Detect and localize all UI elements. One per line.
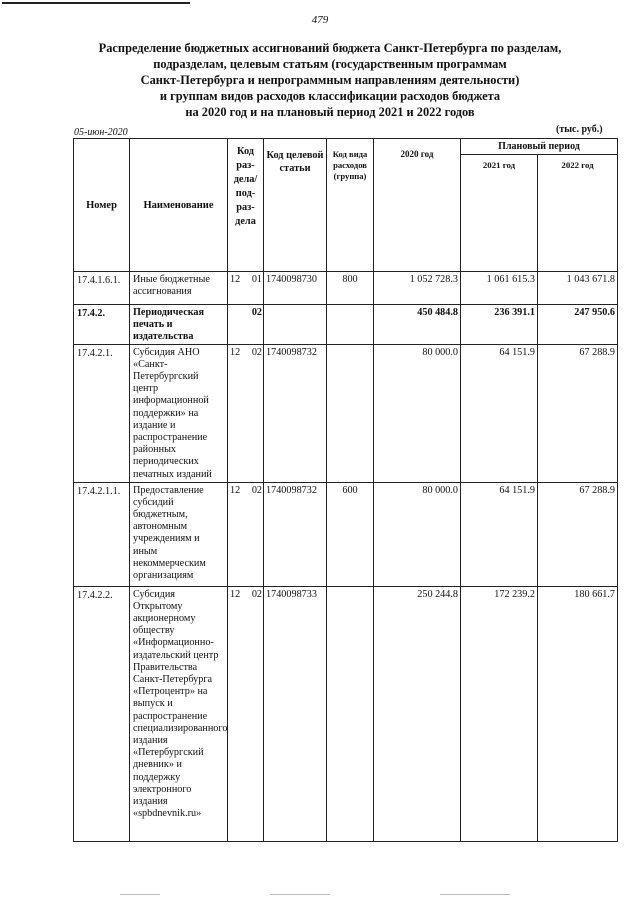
top-rule — [2, 2, 190, 4]
row-podrazdel: 02 — [245, 482, 264, 586]
row-name: Иные бюджетные ассигнования — [130, 272, 228, 305]
row-2021: 64 151.9 — [461, 482, 538, 586]
document-date: 05-июн-2020 — [74, 127, 128, 138]
row-number: 17.4.2.2. — [74, 586, 130, 841]
row-2021: 236 391.1 — [461, 305, 538, 345]
table-row — [74, 344, 618, 482]
row-2022: 67 288.9 — [538, 482, 618, 586]
row-razdel: 12 — [228, 586, 245, 841]
row-podrazdel: 02 — [245, 586, 264, 841]
row-2020: 450 484.8 — [374, 305, 461, 345]
scan-artifact — [440, 894, 510, 895]
table-row — [74, 272, 618, 305]
row-name: Предоставление субсидий бюджетным, автономным учреждениям и иным некоммерческим организациям — [130, 482, 228, 586]
title-line: на 2020 год и на плановый период 2021 и 2022 годов — [185, 105, 475, 119]
row-number: 17.4.2.1. — [74, 344, 130, 482]
row-expense-type — [327, 344, 374, 482]
row-2020: 1 052 728.3 — [374, 272, 461, 305]
header-name: Наименование — [130, 139, 228, 272]
row-name: Периодическая печать и издательства — [130, 305, 228, 345]
header-number: Номер — [74, 139, 130, 272]
title-line: Распределение бюджетных ассигнований бюджета Санкт-Петербурга по разделам, — [98, 41, 562, 55]
row-podrazdel: 02 — [245, 344, 264, 482]
row-podrazdel: 02 — [245, 305, 264, 345]
title-line: подразделам, целевым статьям (государственным программам — [153, 57, 507, 71]
row-2022: 247 950.6 — [538, 305, 618, 345]
scan-artifact — [270, 894, 330, 895]
row-expense-type — [327, 305, 374, 345]
row-target-article: 1740098732 — [264, 344, 327, 482]
budget-table — [73, 138, 618, 842]
row-2022: 180 661.7 — [538, 586, 618, 841]
row-razdel — [228, 305, 245, 345]
row-number: 17.4.2.1.1. — [74, 482, 130, 586]
row-2022: 1 043 671.8 — [538, 272, 618, 305]
row-expense-type: 800 — [327, 272, 374, 305]
header-plan-period: Плановый период — [461, 139, 618, 155]
units-label: (тыс. руб.) — [556, 124, 603, 135]
table-row — [74, 586, 618, 841]
row-2020: 80 000.0 — [374, 482, 461, 586]
row-razdel: 12 — [228, 482, 245, 586]
row-number: 17.4.1.6.1. — [74, 272, 130, 305]
row-2020: 80 000.0 — [374, 344, 461, 482]
scan-artifact — [120, 894, 160, 895]
row-expense-type — [327, 586, 374, 841]
row-2021: 64 151.9 — [461, 344, 538, 482]
header-row — [74, 139, 618, 155]
header-expense-type: Код вида расходов (группа) — [327, 139, 374, 272]
row-2022: 67 288.9 — [538, 344, 618, 482]
header-2022: 2022 год — [538, 155, 618, 272]
header-razdel: Код раз- дела/ под- раз- дела — [228, 139, 264, 272]
header-2021: 2021 год — [461, 155, 538, 272]
header-target-article: Код целевой статьи — [264, 139, 327, 272]
title-line: и группам видов расходов классификации расходов бюджета — [159, 89, 501, 103]
page-number: 479 — [311, 14, 329, 26]
document-title — [70, 40, 590, 120]
row-razdel: 12 — [228, 344, 245, 482]
table-row — [74, 305, 618, 345]
row-2020: 250 244.8 — [374, 586, 461, 841]
row-target-article — [264, 305, 327, 345]
row-name: Субсидия АНО «Санкт-Петербургский центр информационной поддержки» на издание и распространение районных периодических печатных изданий — [130, 344, 228, 482]
row-target-article: 1740098733 — [264, 586, 327, 841]
row-target-article: 1740098730 — [264, 272, 327, 305]
row-name: Субсидия Открытому акционерному обществу «Информационно-издательский центр Правительства Санкт-Петербурга «Петроцентр» на выпуск и распространение специализированного издания «Петербургский дневник» и поддержку электронного издания «spbdnevnik.ru» — [130, 586, 228, 841]
row-podrazdel: 01 — [245, 272, 264, 305]
row-2021: 172 239.2 — [461, 586, 538, 841]
table-row — [74, 482, 618, 586]
row-razdel: 12 — [228, 272, 245, 305]
title-line: Санкт-Петербурга и непрограммным направлениям деятельности) — [140, 73, 520, 87]
row-number: 17.4.2. — [74, 305, 130, 345]
row-target-article: 1740098732 — [264, 482, 327, 586]
header-2020: 2020 год — [374, 139, 461, 272]
row-2021: 1 061 615.3 — [461, 272, 538, 305]
row-expense-type: 600 — [327, 482, 374, 586]
